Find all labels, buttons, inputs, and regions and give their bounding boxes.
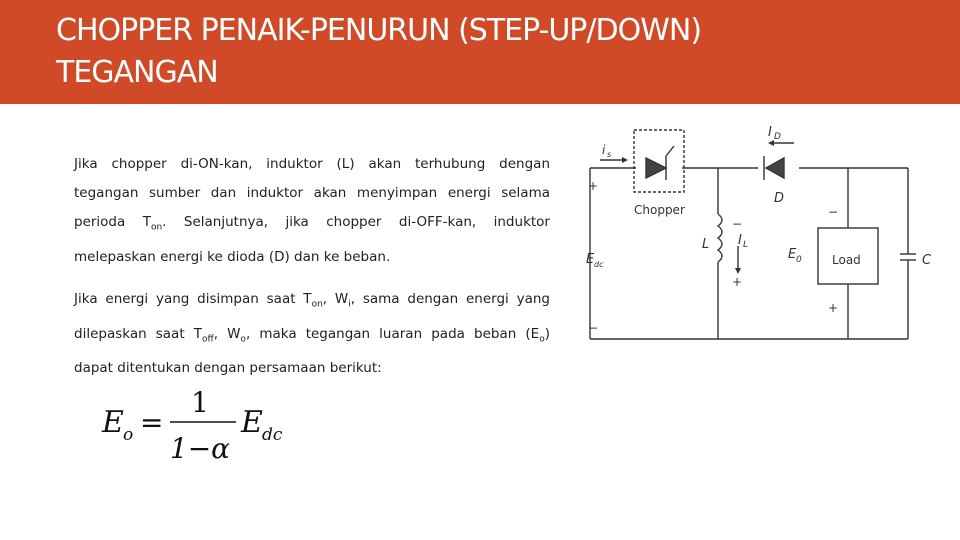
label-chopper: Chopper — [634, 203, 685, 217]
formula-lhs-sub: o — [123, 425, 134, 445]
diode-icon — [766, 158, 784, 178]
title-line-1: CHOPPER PENAIK-PENURUN (STEP-UP/DOWN) — [56, 13, 702, 48]
label-e0-sub: 0 — [796, 255, 802, 265]
p2-sub-5: o — [539, 334, 545, 345]
label-d: D — [774, 191, 785, 206]
paragraph-energy-balance — [74, 285, 550, 383]
formula-lhs: E — [102, 405, 124, 440]
slide-title — [56, 10, 936, 94]
arrow-is-head — [622, 157, 628, 163]
inductor-coil-icon — [718, 214, 722, 262]
label-is-sub: s — [607, 150, 612, 159]
chopper-box — [634, 130, 684, 192]
p2-sub-2: i — [348, 299, 351, 310]
label-il-sub: L — [743, 240, 749, 250]
p2-text-4: , W — [213, 325, 241, 342]
sign-source-minus: − — [588, 321, 599, 335]
formula-rhs: E — [241, 405, 263, 440]
sign-source-plus: + — [588, 179, 599, 193]
p2-text-1: Jika energi yang disimpan saat T — [74, 291, 312, 307]
sign-inductor-plus: + — [732, 275, 743, 289]
p2-text-6: ) dapat ditentukan dengan persamaan berikut: — [74, 325, 550, 377]
label-c: C — [922, 253, 932, 268]
p2-sub-1: on — [311, 299, 323, 310]
label-il: I — [738, 233, 742, 248]
p2-sub-4: o — [240, 334, 246, 345]
p2-text-3: , sama dengan energi yang dilepaskan saat T — [74, 291, 550, 342]
step-up-down-chopper-circuit — [578, 118, 940, 358]
sign-inductor-minus: − — [732, 217, 743, 231]
p2-sub-3: off — [201, 334, 214, 345]
label-id: I — [768, 125, 772, 140]
sign-load-plus: + — [828, 301, 839, 315]
label-edc: E — [586, 252, 595, 267]
title-bar — [0, 0, 960, 104]
output-voltage-formula — [96, 382, 316, 472]
formula-numerator: 1 — [191, 386, 209, 419]
formula-denominator: 1−α — [169, 432, 231, 465]
p2-text-2: , W — [322, 291, 349, 307]
label-l: L — [702, 237, 710, 252]
title-line-2: TEGANGAN — [56, 55, 218, 90]
label-id-sub: D — [774, 132, 781, 142]
chopper-thyristor-icon — [646, 158, 666, 178]
formula-rhs-sub: dc — [262, 425, 283, 445]
label-is: i — [602, 143, 606, 157]
formula-equals: = — [140, 406, 164, 439]
label-e0: E — [788, 247, 797, 262]
arrow-il-head — [735, 268, 741, 274]
p1-text-1: Jika chopper di-ON-kan, induktor (L) akan terhubung dengan tegangan sumber dan induktor akan menyimpan energi selama perioda T — [74, 156, 550, 230]
label-load: Load — [832, 253, 861, 267]
p1-sub-1: on — [150, 222, 163, 233]
chopper-gate — [666, 146, 674, 156]
p1-text-2: . Selanjutnya, jika chopper di-OFF-kan, induktor melepaskan energi ke dioda (D) dan ke beban. — [74, 214, 550, 265]
label-edc-sub: dc — [594, 260, 604, 269]
paragraph-chopper-operation — [74, 150, 550, 272]
sign-load-minus: − — [828, 205, 839, 219]
p2-text-5: , maka tegangan luaran pada beban (E — [245, 325, 540, 342]
